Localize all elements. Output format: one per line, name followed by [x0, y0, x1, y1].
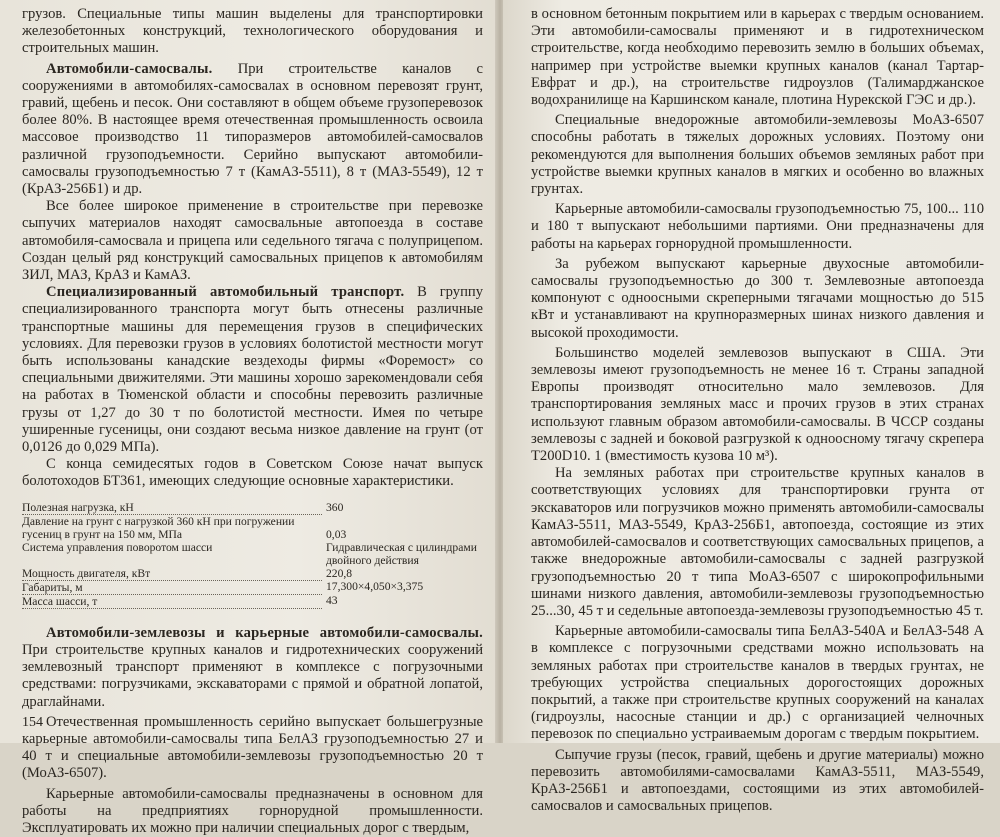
paragraph-text: При строительстве каналов с сооружениями в автомобилях-самосвалах в основном перевозят грунт, гравий, щебень и песок. Они составляют в общем объеме грузоперевозок более 80%. В настоящее время отечественная промышленность освоила массовое производство 11 типоразмеров автомобилей-самосвалов различной грузоподъемности. Серийно выпускают автомобили-самосвалы грузоподъемностью 7 т (КамАЗ-5511), 8 т (МАЗ-5549), 12 т (КрАЗ-256Б1) и др.	[22, 60, 483, 198]
left-page	[0, 0, 497, 836]
paragraph: Карьерные автомобили-самосвалы типа БелАЗ-540А и БелАЗ-548 А в комплексе с погрузочными средствами можно использовать на земляных работах при строительстве каналов в твердых грунтах, не требующих устройства специальных дорогостоящих дорожных покрытий, а также при строительстве крупных сооружений на каналах (гидроузлы, насосные станции и др.) с организацией челночных перевозок по специально устраиваемым дорогам с твердым покрытием.	[531, 623, 984, 743]
table-row	[22, 567, 483, 581]
spec-label: Габариты, м	[22, 580, 322, 594]
paragraph: в основном бетонным покрытием или в карьерах с твердым основанием. Эти автомобили-самосвалы применяют и в гидротехническом строительстве, когда необходимо перевозить землю в больших объемах, например при устройстве выемки крупных каналов (канал Тартар-Евфрат и др.), на строительстве гидроузлов (Талимарджанское водохранилище на Каршинском канале, плотина Нурекской ГЭС и др.).	[531, 6, 984, 109]
spec-label: Полезная нагрузка, кН	[22, 501, 322, 515]
page-number: 154	[22, 715, 43, 730]
paragraph: Сыпучие грузы (песок, гравий, щебень и другие материалы) можно перевозить автомобилями-самосвалами КамАЗ-5511, МАЗ-5549, КрАЗ-256Б1 и автопоездами, состоящими из этих автомобилей-самосвалов и самосвальных прицепов.	[531, 746, 984, 815]
spec-value: Гидравлическая с цилиндрами двойного действия	[326, 540, 477, 567]
spec-value: 43	[326, 594, 338, 608]
spec-value: 0,03	[326, 527, 347, 541]
spec-value: 360	[326, 500, 344, 514]
paragraph	[22, 284, 483, 456]
paragraph: Отечественная промышленность серийно выпускает большегрузные карьерные автомобили-самосвалы типа БелАЗ грузоподъемностью 27 и 40 т и специальные автомобили-землевозы грузоподъемностью 20 т (МоАЗ-6507).	[22, 713, 483, 782]
spec-label: Давление на грунт с нагрузкой 360 кН при погружении гусениц в грунт на 150 мм, МПа	[22, 514, 295, 541]
table-row	[22, 594, 483, 608]
paragraph	[22, 61, 483, 199]
section-heading: Автомобили-самосвалы.	[46, 60, 213, 77]
paragraph: С конца семидесятых годов в Советском Союзе начат выпуск болотоходов БТ361, имеющих следующие основные характеристики.	[22, 456, 483, 490]
table-row	[22, 514, 483, 541]
paragraph	[22, 625, 483, 711]
paragraph: Все более широкое применение в строительстве при перевозке сыпучих материалов находят самосвальные автопоезда в составе автомобиля-самосвала и прицепа или седельного тягача с полуприцепом. Создан целый ряд конструкций самосвальных прицепов к автомобилям ЗИЛ, МАЗ, КрАЗ и КамАЗ.	[22, 198, 483, 284]
right-page	[503, 0, 1000, 815]
section-heading: Автомобили-землевозы и карьерные автомобили-самосвалы.	[46, 624, 483, 641]
table-row	[22, 580, 483, 594]
spec-label: Система управления поворотом шасси	[22, 540, 213, 554]
spec-value: 220,8	[326, 566, 353, 580]
paragraph: грузов. Специальные типы машин выделены для транспортировки железобетонных конструкций, технологического оборудования и строительных машин.	[22, 6, 483, 57]
spec-value: 17,300×4,050×3,375	[326, 580, 424, 594]
spec-label: Масса шасси, т	[22, 594, 322, 608]
paragraph: За рубежом выпускают карьерные двухосные автомобили-самосвалы грузоподъемностью до 300 т. Землевозные автопоезда компонуют с одноосными скреперными тягачами мощностью до 515 кВт и устанавливают на крупноразмерных шинах низкого давления и высокой проходимости.	[531, 255, 984, 341]
specs-table	[22, 501, 483, 609]
paragraph: Специальные внедорожные автомобили-землевозы МоАЗ-6507 способны работать в тяжелых дорожных условиях. Поэтому они рекомендуются для выполнения больших объемов земляных работ при устройстве выемки крупных каналов в мягких и особенно во влажных грунтах.	[531, 112, 984, 198]
paragraph: Карьерные автомобили-самосвалы грузоподъемностью 75, 100... 110 и 180 т выпускают небольшими партиями. Они предназначены для работы на карьерах горнорудной промышленности.	[531, 201, 984, 252]
paragraph-text: При строительстве крупных каналов и гидротехнических сооружений землевозный транспорт применяют в комплексе с погрузочными средствами: погрузчиками, экскаваторами с прямой и обратной лопатой, драглайнами.	[22, 641, 483, 710]
paragraph-text: В группу специализированного транспорта могут быть отнесены различные транспортные машины для перемещения грузов в специфических условиях. Для перевозки грузов в условиях болотистой местности могут быть использованы канадские вездеходы фирмы «Форемост» со специальными движителями. Эти машины хорошо зарекомендовали себя на работах в Тюменской области и способны перевозить различные грузы от 1,27 до 30 т по болотистой местности. Имея по четыре уширенные гусеницы, они создают весьма низкое давление на грунт (от 0,0126 до 0,029 МПа).	[22, 284, 484, 456]
table-row	[22, 541, 483, 567]
section-heading: Специализированный автомобильный транспорт.	[46, 284, 405, 301]
paragraph: Карьерные автомобили-самосвалы предназначены в основном для работы на предприятиях горнорудной промышленности. Эксплуатировать их можно при наличии специальных дорог с твердым,	[22, 785, 483, 836]
table-row	[22, 501, 483, 515]
paragraph: Большинство моделей землевозов выпускают в США. Эти землевозы имеют грузоподъемность не менее 16 т. Страны западной Европы производят относительно мало землевозов. Для транспортирования земляных масс и прочих грузов в этих странах используют главным образом автомобили-самосвалы. В ЧССР созданы землевозы с задней и боковой разгрузкой к одноосному тягачу скрепера Т200D10. 1 (вместимость кузова 10 м³).	[531, 344, 984, 465]
spec-label: Мощность двигателя, кВт	[22, 567, 322, 581]
paragraph: На земляных работах при строительстве крупных каналов в соответствующих условиях для транспортировки грунта от экскаваторов или погрузчиков можно применять автомобили-самосвалы КамАЗ-5511, МАЗ-5549, КрАЗ-256Б1, автопоезда, состоящие из этих автомобилей-самосвалов и соответствующих самосвальных прицепов, а также внедорожные автомобили-самосвалы с задней разгрузкой грузоподъемностью 20 т типа МоАЗ-6507 с широкопрофильными шинами низкого давления, автомобили-землевозы грузоподъемностью 25...30, 45 т и седельные автопоезда-землевозы грузоподъемностью 45 т.	[531, 465, 984, 619]
